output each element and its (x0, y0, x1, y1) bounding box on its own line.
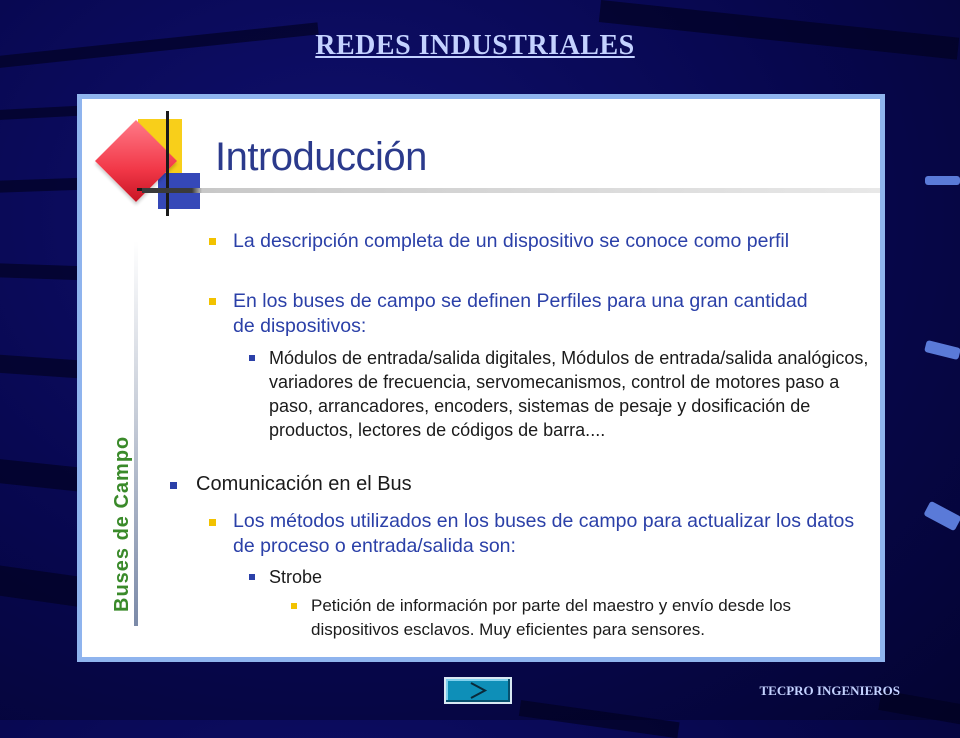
bullet-square-icon (291, 603, 297, 609)
next-slide-button[interactable] (444, 677, 512, 704)
company-name: TECPRO INGENIEROS (759, 683, 900, 698)
bullet-item: Los métodos utilizados en los buses de campo para actualizar los datos de proceso o entrada/salida son: (233, 510, 855, 557)
bullet-item: Petición de información por parte del maestro y envío desde los dispositivos esclavos. Muy eficientes para sensores. (311, 596, 792, 639)
background-accent-stripe (925, 176, 960, 185)
bullet-square-icon (249, 355, 255, 361)
bullet-item: En los buses de campo se definen Perfiles para una gran cantidad de dispositivos: (233, 290, 808, 337)
bullet-item: Strobe (269, 567, 323, 587)
bullet-square-icon (170, 482, 177, 489)
play-arrow-icon (446, 679, 510, 702)
bullet-item: La descripción completa de un dispositivo se conoce como perfil (233, 230, 790, 252)
presentation-title-link[interactable]: REDES INDUSTRIALES (315, 30, 635, 61)
side-divider (134, 241, 138, 626)
bullet-item: Módulos de entrada/salida digitales, Módulos de entrada/salida analógicos, variadores de frecuencia, servomecanismos, control de motores paso a paso, arrancadores, encoders, sistemas de pesaje y dosificación de productos, lectores de códigos de barra.... (269, 348, 869, 440)
title-underline (142, 188, 882, 193)
bullet-item: Comunicación en el Bus (196, 473, 412, 495)
bullet-square-icon (209, 298, 216, 305)
bullet-square-icon (249, 574, 255, 580)
background-accent-stripe (923, 501, 960, 532)
decorative-vertical-line (166, 111, 169, 216)
slide-panel (77, 94, 885, 662)
bullet-square-icon (209, 238, 216, 245)
bullet-square-icon (209, 519, 216, 526)
side-label: Buses de Campo (111, 435, 133, 612)
background-accent-stripe (924, 340, 960, 360)
slide-title: Introducción (215, 135, 427, 179)
background-stripe (519, 700, 680, 738)
